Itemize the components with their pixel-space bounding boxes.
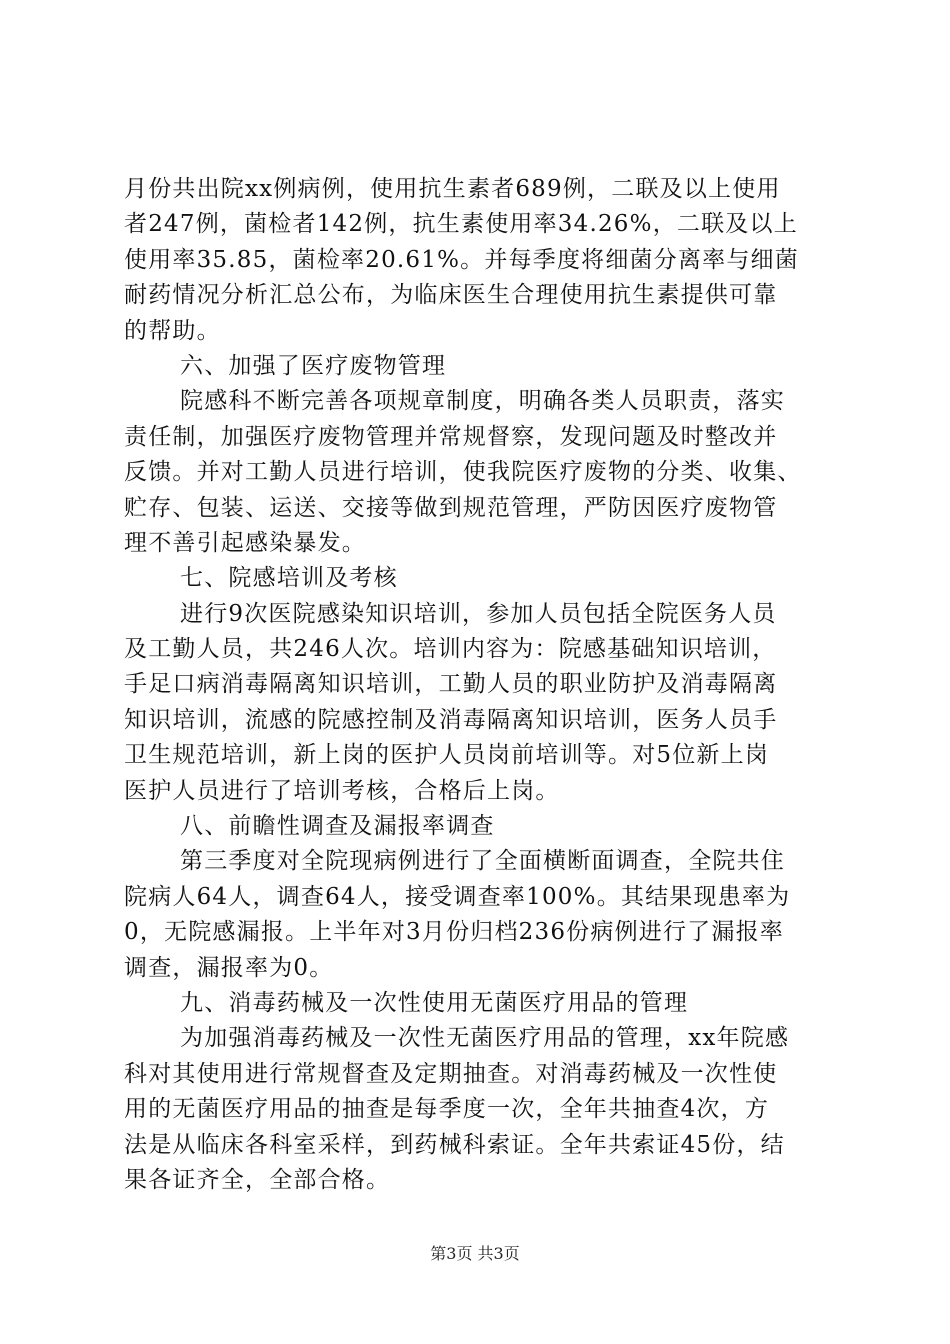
text-line: 理不善引起感染暴发。 bbox=[124, 529, 366, 556]
page-footer bbox=[0, 1244, 950, 1264]
page-number-label: 第3页 共3页 bbox=[430, 1244, 520, 1263]
section-heading: 八、前瞻性调查及漏报率调查 bbox=[180, 813, 495, 840]
text-line: 知识培训，流感的院感控制及消毒隔离知识培训，医务人员手 bbox=[124, 706, 778, 733]
text-line: 法是从临床各科室采样，到药械科索证。全年共索证45份，结 bbox=[124, 1131, 785, 1158]
section-heading: 九、消毒药械及一次性使用无菌医疗用品的管理 bbox=[180, 989, 689, 1016]
text-line: 手足口病消毒隔离知识培训，工勤人员的职业防护及消毒隔离 bbox=[124, 671, 778, 698]
text-line: 院病人64人，调查64人，接受调查率100%。其结果现患率为 bbox=[124, 883, 791, 910]
text-line: 医护人员进行了培训考核，合格后上岗。 bbox=[124, 777, 560, 804]
paragraph-first-line: 进行9次医院感染知识培训，参加人员包括全院医务人员 bbox=[180, 600, 777, 627]
paragraph-first-line: 第三季度对全院现病例进行了全面横断面调查，全院共住 bbox=[180, 848, 785, 875]
paragraph-first-line: 为加强消毒药械及一次性无菌医疗用品的管理，xx年院感 bbox=[180, 1025, 790, 1052]
text-line: 使用率35.85，菌检率20.61%。并每季度将细菌分离率与细菌 bbox=[124, 246, 799, 273]
text-line: 卫生规范培训，新上岗的医护人员岗前培训等。对5位新上岗 bbox=[124, 742, 770, 769]
text-line: 用的无菌医疗用品的抽查是每季度一次，全年共抽查4次，方 bbox=[124, 1096, 770, 1123]
text-line: 耐药情况分析汇总公布，为临床医生合理使用抗生素提供可靠 bbox=[124, 282, 778, 309]
text-line: 贮存、包装、运送、交接等做到规范管理，严防因医疗废物管 bbox=[124, 494, 778, 521]
section-heading: 七、院感培训及考核 bbox=[180, 565, 398, 592]
text-line: 0，无院感漏报。上半年对3月份归档236份病例进行了漏报率 bbox=[124, 919, 784, 946]
text-line: 果各证齐全，全部合格。 bbox=[124, 1166, 391, 1193]
text-line: 责任制，加强医疗废物管理并常规督察，发现问题及时整改并 bbox=[124, 423, 778, 450]
text-line: 者247例，菌检者142例，抗生素使用率34.26%，二联及以上 bbox=[124, 211, 798, 238]
text-line: 科对其使用进行常规督查及定期抽查。对消毒药械及一次性使 bbox=[124, 1060, 778, 1087]
text-line: 的帮助。 bbox=[124, 317, 221, 344]
text-line: 月份共出院xx例病例，使用抗生素者689例，二联及以上使用 bbox=[124, 176, 781, 202]
paragraph-first-line: 院感科不断完善各项规章制度，明确各类人员职责，落实 bbox=[180, 388, 785, 415]
text-line: 反馈。并对工勤人员进行培训，使我院医疗废物的分类、收集、 bbox=[124, 459, 802, 486]
text-line: 及工勤人员，共246人次。培训内容为：院感基础知识培训， bbox=[124, 636, 777, 663]
text-line: 调查，漏报率为0。 bbox=[124, 954, 334, 981]
document-body bbox=[124, 172, 844, 1198]
section-heading: 六、加强了医疗废物管理 bbox=[180, 352, 447, 379]
